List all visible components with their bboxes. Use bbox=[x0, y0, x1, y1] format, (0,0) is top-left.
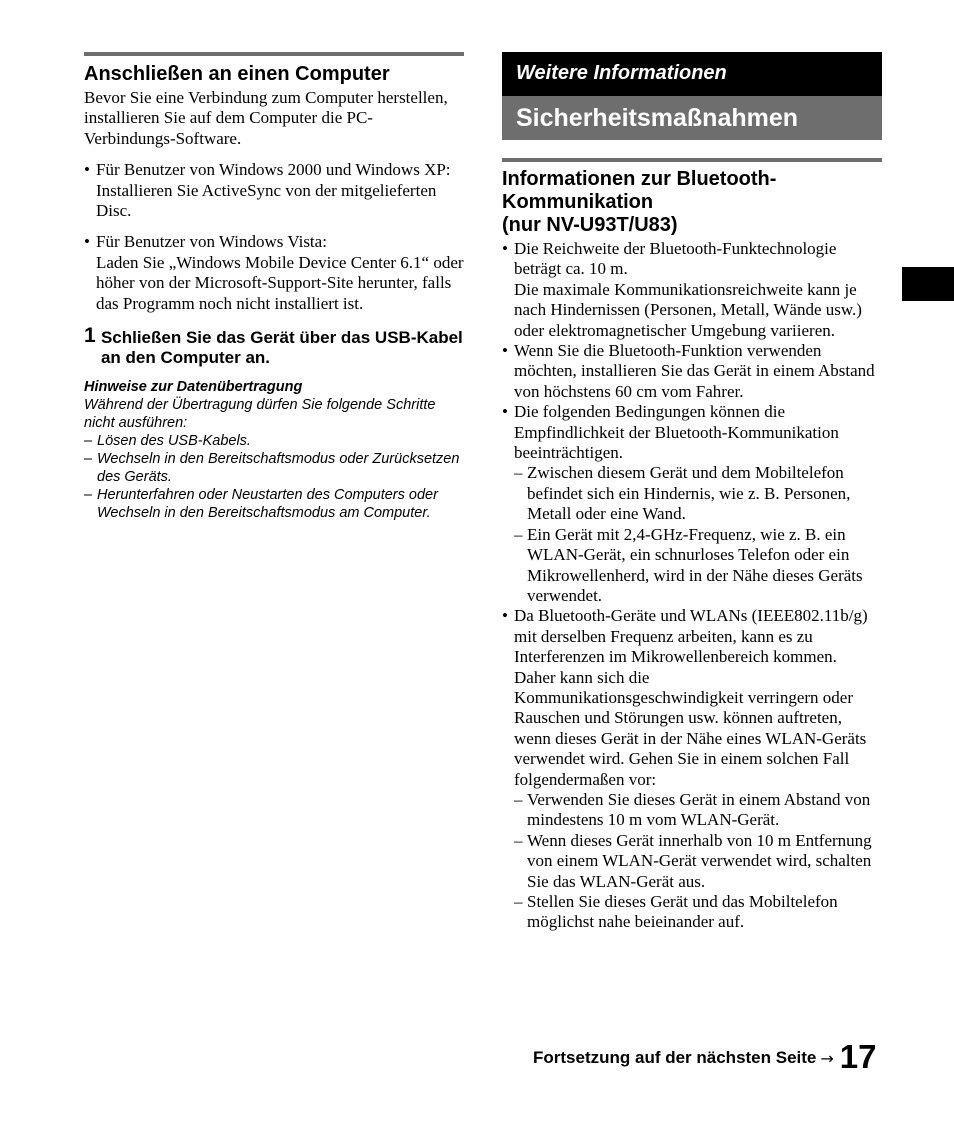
bluetooth-heading bbox=[502, 168, 882, 237]
bullet-text: Die maximale Kommunikationsreichweite kann je nach Hindernissen (Personen, Metall, Wände usw.) oder elektromagnetischer Umgebung variieren. bbox=[514, 279, 862, 340]
note-item: – Lösen des USB-Kabels. bbox=[84, 432, 464, 450]
chapter-tab-marker bbox=[902, 267, 954, 301]
bullet-conditions bbox=[502, 402, 882, 606]
bullet-title: • Für Benutzer von Windows Vista: bbox=[96, 232, 327, 252]
bullet-text: • Die Reichweite der Bluetooth-Funktechnologie beträgt ca. 10 m. bbox=[514, 239, 837, 279]
section-heading: Anschließen an einen Computer bbox=[84, 63, 390, 85]
heading-line: (nur NV-U93T/U83) bbox=[502, 214, 678, 236]
notes-intro: Während der Übertragung dürfen Sie folgende Schritte nicht ausführen: bbox=[84, 397, 436, 432]
condition-list bbox=[514, 463, 882, 606]
bullet-body: Laden Sie „Windows Mobile Device Center 6.1“ oder höher von der Microsoft-Support-Site herunter, falls das Programm noch nicht installiert ist. bbox=[96, 252, 464, 313]
heading-line: Kommunikation bbox=[502, 191, 654, 213]
measure-item: – Verwenden Sie dieses Gerät in einem Abstand von mindestens 10 m vom WLAN-Gerät. bbox=[514, 790, 882, 831]
condition-item: – Ein Gerät mit 2,4-GHz-Frequenz, wie z. B. ein WLAN-Gerät, ein schnurloses Telefon oder ein Mikrowellenherd, wird in der Nähe dieses Geräts verwendet. bbox=[514, 525, 882, 607]
bullet-title: • Für Benutzer von Windows 2000 und Windows XP: bbox=[96, 160, 451, 180]
bullet-text: • Da Bluetooth-Geräte und WLANs (IEEE802.11b/g) mit derselben Frequenz arbeiten, kann es zu Interferenzen im Mikrowellenbereich kommen. Daher kann sich die Kommunikationsgeschwindigkeit verringern oder Rauschen und Störungen usw. können auftreten, wenn dieses Gerät in der Nähe eines WLAN-Geräts verwendet wird. Gehen Sie in einem solchen Fall folgendermaßen vor: bbox=[514, 606, 868, 789]
bullet-text: • Wenn Sie die Bluetooth-Funktion verwenden möchten, installieren Sie das Gerät in einem Abstand von höchstens 60 cm vom Fahrer. bbox=[514, 341, 875, 401]
section-rule bbox=[84, 52, 464, 56]
chapter-title-banner: Sicherheitsmaßnahmen bbox=[502, 96, 882, 140]
bullet-range bbox=[502, 239, 882, 341]
step-text: Schließen Sie das Gerät über das USB-Kabel an den Computer an. bbox=[100, 328, 463, 368]
right-column bbox=[502, 52, 882, 933]
bullet-text: • Die folgenden Bedingungen können die Empfindlichkeit der Bluetooth-Kommunikation beeinträchtigen. bbox=[514, 402, 839, 463]
step-number: 1 bbox=[84, 324, 96, 348]
page-footer bbox=[533, 1040, 877, 1074]
bullet-windows-xp bbox=[84, 160, 464, 221]
note-item: – Wechseln in den Bereitschaftsmodus oder Zurücksetzen des Geräts. bbox=[84, 450, 464, 486]
page-number: 17 bbox=[839, 1038, 877, 1075]
bullet-install-distance bbox=[502, 341, 882, 402]
measure-list bbox=[514, 790, 882, 933]
bluetooth-bullet-list bbox=[502, 239, 882, 933]
intro-paragraph: Bevor Sie eine Verbindung zum Computer herstellen, installieren Sie auf dem Computer die PC-Verbindungs-Software. bbox=[84, 88, 448, 148]
step-1 bbox=[84, 325, 464, 368]
continued-text: Fortsetzung auf der nächsten Seite bbox=[533, 1048, 817, 1067]
measure-item: – Stellen Sie dieses Gerät und das Mobiltelefon möglichst nahe beieinander auf. bbox=[514, 892, 882, 933]
transfer-notes bbox=[84, 378, 464, 522]
arrow-right-icon: → bbox=[820, 1049, 834, 1068]
notes-list bbox=[84, 432, 464, 522]
bullet-windows-vista bbox=[84, 232, 464, 314]
section-rule bbox=[502, 158, 882, 162]
heading-line: Informationen zur Bluetooth- bbox=[502, 168, 777, 190]
left-column bbox=[84, 52, 464, 522]
chapter-banner: Weitere Informationen bbox=[502, 52, 882, 96]
measure-item: – Wenn dieses Gerät innerhalb von 10 m Entfernung von einem WLAN-Gerät verwendet wird, schalten Sie das WLAN-Gerät aus. bbox=[514, 831, 882, 892]
notes-heading: Hinweise zur Datenübertragung bbox=[84, 379, 303, 396]
condition-item: – Zwischen diesem Gerät und dem Mobiltelefon befindet sich ein Hindernis, wie z. B. Personen, Metall oder eine Wand. bbox=[514, 463, 882, 524]
bullet-body: Installieren Sie ActiveSync von der mitgelieferten Disc. bbox=[96, 180, 437, 221]
os-bullet-list bbox=[84, 160, 464, 314]
note-item: – Herunterfahren oder Neustarten des Computers oder Wechseln in den Bereitschaftsmodus am Computer. bbox=[84, 486, 464, 522]
bullet-wlan-interference bbox=[502, 606, 882, 933]
